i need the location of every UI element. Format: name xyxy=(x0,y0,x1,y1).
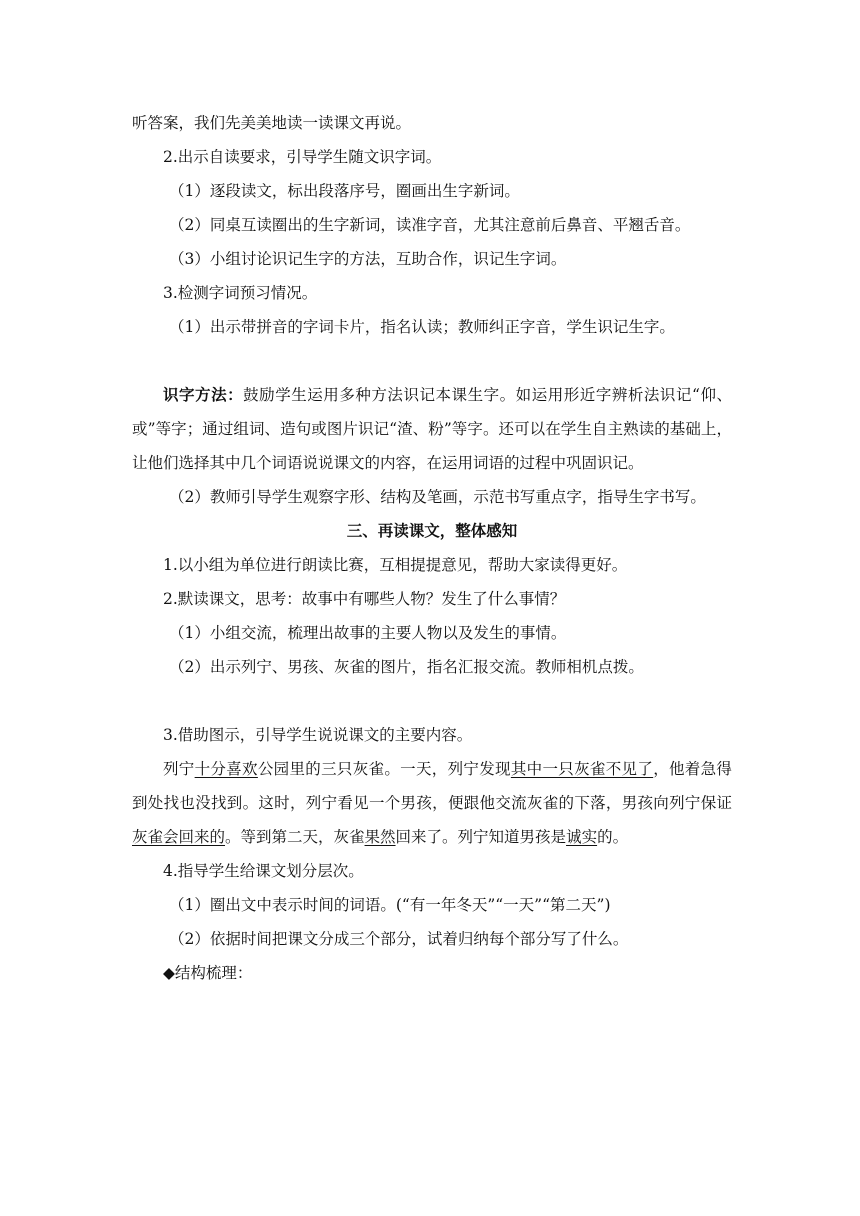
substep: （1）圈出文中表示时间的词语。(“有一年冬天”“一天”“第二天”) xyxy=(169,896,611,914)
substep: （1）出示带拼音的字词卡片，指名认读；教师纠正字音，学生识记生字。 xyxy=(169,318,675,336)
step-2: 2.默读课文，思考：故事中有哪些人物？发生了什么事情？ xyxy=(163,590,566,608)
spacer xyxy=(132,684,732,718)
summary-text: 回来了。列宁知道男孩是 xyxy=(395,828,567,846)
method-paragraph xyxy=(132,378,732,480)
underlined-phrase: 诚实 xyxy=(566,828,598,846)
method-label: 识字方法： xyxy=(163,385,244,404)
summary-text: 列宁 xyxy=(163,760,195,778)
underlined-phrase: 果然 xyxy=(364,828,396,846)
method-text: 鼓励学生运用多种方法识记本课生字。如运用形近字辨析法识记“仰、或”等字；通过组词、造句或图片识记“渣、粉”等字。还可以在学生自主熟读的基础上，让他们选择其中几个词语说说课文的内容，在运用词语的过程中巩固识记。 xyxy=(132,386,732,472)
step-3: 3.借助图示，引导学生说说课文的主要内容。 xyxy=(163,726,473,744)
step-1: 1.以小组为单位进行朗读比赛，互相提提意见，帮助大家读得更好。 xyxy=(163,556,628,574)
substep: （3）小组讨论识记生字的方法，互助合作，识记生字词。 xyxy=(169,250,567,268)
underlined-phrase: 灰雀会回来的 xyxy=(132,828,226,846)
text-line: 听答案，我们先美美地读一读课文再说。 xyxy=(132,114,412,132)
summary-text: 的。 xyxy=(597,828,629,846)
section-heading: 三、再读课文，整体感知 xyxy=(346,521,518,540)
summary-text: 公园里的三只灰雀。一天，列宁发现 xyxy=(257,760,511,778)
underlined-phrase: 十分喜欢 xyxy=(194,760,258,778)
step-3: 3.检测字词预习情况。 xyxy=(163,284,318,302)
summary-text: 。等到第二天，灰雀 xyxy=(225,828,365,846)
substep: （1）小组交流，梳理出故事的主要人物以及发生的事情。 xyxy=(169,624,567,642)
underlined-phrase: 其中一只灰雀不见了 xyxy=(510,760,654,778)
substep: （2）依据时间把课文分成三个部分，试着归纳每个部分写了什么。 xyxy=(169,930,629,948)
substep: （2）同桌互读圈出的生字新词，读准字音，尤其注意前后鼻音、平翘舌音。 xyxy=(169,216,691,234)
spacer xyxy=(132,344,732,378)
summary-paragraph xyxy=(132,752,732,854)
structure-label: ◆结构梳理： xyxy=(163,964,253,982)
document-page xyxy=(132,106,732,990)
substep: （2）出示列宁、男孩、灰雀的图片，指名汇报交流。教师相机点拨。 xyxy=(169,658,644,676)
substep: （1）逐段读文，标出段落序号，圈画出生字新词。 xyxy=(169,182,520,200)
step-4: 4.指导学生给课文划分层次。 xyxy=(163,862,364,880)
summary-text: ，他着急得到处找也没找到。这时，列宁看见一个男孩，便跟他交流灰雀的下落，男孩向列宁保证 xyxy=(132,760,732,812)
step-2: 2.出示自读要求，引导学生随文识字词。 xyxy=(163,148,442,166)
guide-write-paragraph: （2）教师引导学生观察字形、结构及笔画，示范书写重点字，指导生字书写。 xyxy=(169,488,706,506)
